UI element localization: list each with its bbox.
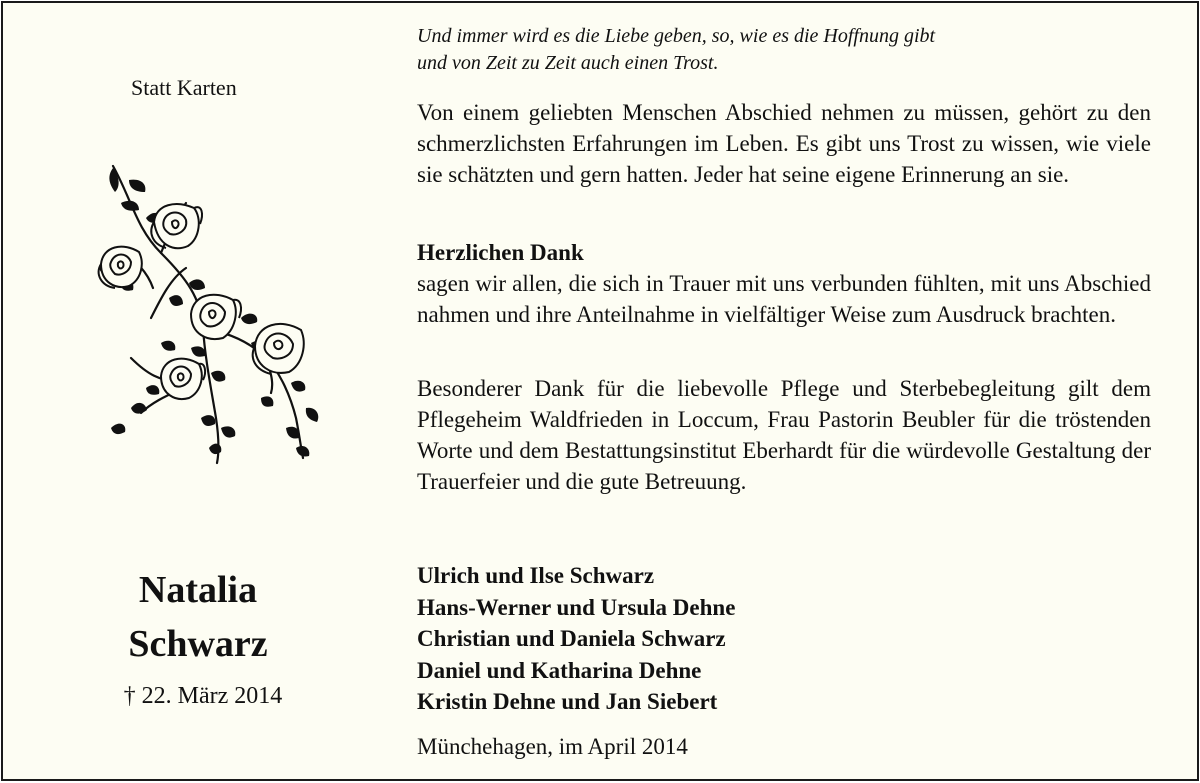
leaf [306, 408, 318, 422]
rose [151, 204, 202, 248]
motto-line: Und immer wird es die Liebe geben, so, wie es die Hoffnung gibt [417, 25, 936, 47]
rose [99, 247, 142, 288]
signers-list [417, 560, 735, 718]
rose [161, 359, 205, 399]
leaf [201, 415, 215, 426]
paragraph-special-thanks: Besonderer Dank für die liebevolle Pflege und Sterbebegleitung gilt dem Pflegeheim Waldfrieden in Loccum, Frau Pastorin Beubler für die tröstenden Worte und dem Bestattungsinstitut Eberhardt für die würdevolle Gestaltung der Trauerfeier und die gute Betreuung. [417, 376, 1151, 494]
rose [253, 324, 304, 374]
leaf [169, 295, 183, 306]
signer: Christian und Daniela Schwarz [417, 626, 726, 651]
deceased-first-name: Natalia [138, 569, 258, 611]
leaf [241, 314, 257, 324]
leaf [291, 381, 305, 392]
deceased-name [73, 563, 323, 671]
paragraph-thanks [417, 237, 1151, 330]
leaf [191, 346, 205, 356]
signer: Hans-Werner und Ursula Dehne [417, 594, 736, 620]
leaf [121, 201, 139, 211]
leaf [111, 424, 125, 434]
leaf [209, 444, 221, 454]
signer: Ulrich und Ilse Schwarz [417, 563, 655, 588]
statt-karten-note: Statt Karten [131, 75, 237, 100]
leaf [221, 426, 235, 437]
leaf [131, 403, 147, 414]
leaf [296, 446, 309, 457]
deceased-last-name: Schwarz [128, 623, 268, 665]
paragraph-farewell: Von einem geliebten Menschen Abschied nehmen zu müssen, gehört zu den schmerzlichsten Erfahrungen im Leben. Es gibt uns Trost zu wissen, wie viele sie schätzten und gern hatten. Jeder hat seine eigene Erinnerung an sie. [417, 100, 1151, 187]
leaf [146, 385, 159, 395]
leaf [211, 371, 225, 382]
obituary-card [1, 1, 1199, 781]
motto-line: und von Zeit zu Zeit auch einen Trost. [417, 52, 719, 74]
death-date: † 22. März 2014 [123, 683, 283, 709]
leaf [129, 180, 145, 192]
leaf [161, 341, 175, 351]
thanks-heading: Herzlichen Dank [417, 240, 584, 265]
rose [191, 295, 241, 339]
thanks-text: sagen wir allen, die sich in Trauer mit uns verbunden fühlten, mit uns Abschied nahmen und ihre Anteilnahme in vielfältiger Weise zum Ausdruck brachten. [417, 271, 1151, 327]
place-date: Münchehagen, im April 2014 [417, 734, 688, 759]
signer: Kristin Dehne und Jan Siebert [417, 689, 718, 714]
signer: Daniel und Katharina Dehne [417, 657, 702, 683]
leaf [261, 396, 273, 406]
motto-quote [417, 23, 1137, 77]
rose-branch-illustration [91, 158, 336, 468]
